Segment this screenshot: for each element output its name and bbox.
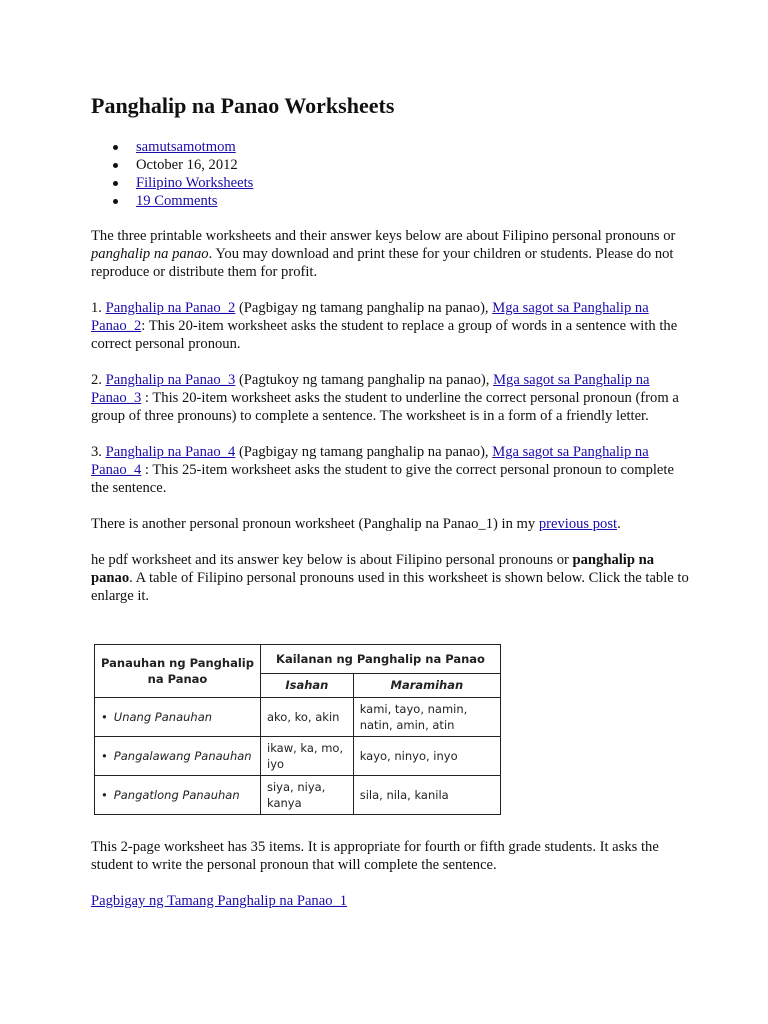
- item-subtitle: (Pagtukoy ng tamang panghalip na panao),: [235, 372, 494, 388]
- isahan-cell: ako, ko, akin: [261, 698, 354, 737]
- item-number: 2.: [91, 372, 106, 388]
- previous-post-period: .: [617, 516, 621, 532]
- row-label: [95, 737, 261, 776]
- answer-key-link[interactable]: Mga sagot sa Panghalip na Panao_3: [91, 372, 650, 406]
- worksheet-item-3: [91, 443, 691, 497]
- worksheet-item-2: [91, 371, 691, 425]
- isahan-cell: siya, niya, kanya: [261, 776, 354, 815]
- isahan-cell: ikaw, ka, mo, iyo: [261, 737, 354, 776]
- worksheet-link[interactable]: Panghalip na Panao_2: [105, 300, 236, 316]
- meta-date: [91, 156, 691, 174]
- item-number: 1.: [91, 300, 106, 316]
- previous-post-link[interactable]: previous post: [538, 516, 618, 532]
- author-link[interactable]: samutsamotmom: [136, 139, 236, 155]
- pdf-strong: panghalip na panao: [91, 552, 655, 586]
- item-description: : This 20-item worksheet asks the student to underline the correct personal pronoun (from a group of three pronouns) to complete a sentence. The worksheet is in a form of a friendly letter.: [91, 390, 679, 424]
- bullet-icon: •: [101, 710, 108, 724]
- post-date: October 16, 2012: [136, 157, 238, 173]
- meta-category: [91, 174, 691, 192]
- answer-key-link[interactable]: Mga sagot sa Panghalip na Panao_4: [91, 444, 649, 478]
- row-label: [95, 698, 261, 737]
- post-meta-list: [91, 138, 691, 210]
- intro-text-b: . You may download and print these for your children or students. Please do not reproduce or distribute them for profit.: [91, 246, 674, 280]
- article: [91, 92, 691, 605]
- final-link-paragraph: [91, 892, 691, 910]
- pdf-text-a: he pdf worksheet and its answer key below is about Filipino personal pronouns or: [91, 552, 573, 568]
- intro-emphasis: panghalip na panao: [91, 246, 209, 262]
- bullet-icon: •: [101, 788, 108, 802]
- row-label-text: Pangalawang Panauhan: [113, 749, 252, 763]
- item-subtitle: (Pagbigay ng tamang panghalip na panao),: [235, 300, 493, 316]
- worksheet-link[interactable]: Panghalip na Panao_4: [105, 444, 236, 460]
- item-number: 3.: [91, 444, 106, 460]
- page-title: Panghalip na Panao Worksheets: [91, 93, 395, 118]
- header-panauhan: Panauhan ng Panghalip na Panao: [95, 645, 261, 698]
- comments-link[interactable]: 19 Comments: [136, 193, 218, 209]
- worksheet-link[interactable]: Panghalip na Panao_3: [105, 372, 236, 388]
- answer-key-link[interactable]: Mga sagot sa Panghalip na Panao_2: [91, 300, 649, 334]
- worksheet-download-link[interactable]: Pagbigay ng Tamang Panghalip na Panao_1: [91, 893, 348, 909]
- row-label-text: Pangatlong Panauhan: [113, 788, 240, 802]
- table-row: [95, 698, 501, 737]
- category-link[interactable]: Filipino Worksheets: [136, 175, 254, 191]
- pdf-text-b: . A table of Filipino personal pronouns used in this worksheet is shown below. Click the table to enlarge it.: [91, 570, 689, 604]
- table-row: [95, 776, 501, 815]
- header-maramihan: Maramihan: [353, 673, 500, 697]
- table-row: [95, 737, 501, 776]
- closing-paragraph: This 2-page worksheet has 35 items. It is appropriate for fourth or fifth grade students. It asks the student to write the personal pronoun that will complete the sentence.: [91, 839, 659, 873]
- pronoun-table[interactable]: [94, 644, 501, 815]
- item-description: : This 25-item worksheet asks the student to give the correct personal pronoun to complete the sentence.: [91, 462, 674, 496]
- item-description: : This 20-item worksheet asks the student to replace a group of words in a sentence with the correct personal pronoun.: [91, 318, 678, 352]
- maramihan-cell: kami, tayo, namin, natin, amin, atin: [353, 698, 500, 737]
- intro-paragraph: [91, 227, 691, 281]
- maramihan-cell: sila, nila, kanila: [353, 776, 500, 815]
- maramihan-cell: kayo, ninyo, inyo: [353, 737, 500, 776]
- item-subtitle: (Pagbigay ng tamang panghalip na panao),: [235, 444, 493, 460]
- pdf-paragraph: [91, 551, 691, 605]
- meta-author: [91, 138, 691, 156]
- worksheet-item-1: [91, 299, 691, 353]
- pronoun-table-image[interactable]: [94, 644, 501, 815]
- meta-comments: [91, 192, 691, 210]
- previous-post-text: There is another personal pronoun worksheet (Panghalip na Panao_1) in my: [91, 516, 539, 532]
- closing-section: [91, 838, 691, 910]
- row-label-text: Unang Panauhan: [113, 710, 213, 724]
- header-isahan: Isahan: [261, 673, 354, 697]
- intro-text-a: The three printable worksheets and their answer keys below are about Filipino personal pronouns or: [91, 228, 676, 244]
- header-kailanan: Kailanan ng Panghalip na Panao: [261, 645, 501, 674]
- bullet-icon: •: [101, 749, 108, 763]
- previous-post-paragraph: [91, 515, 691, 533]
- row-label: [95, 776, 261, 815]
